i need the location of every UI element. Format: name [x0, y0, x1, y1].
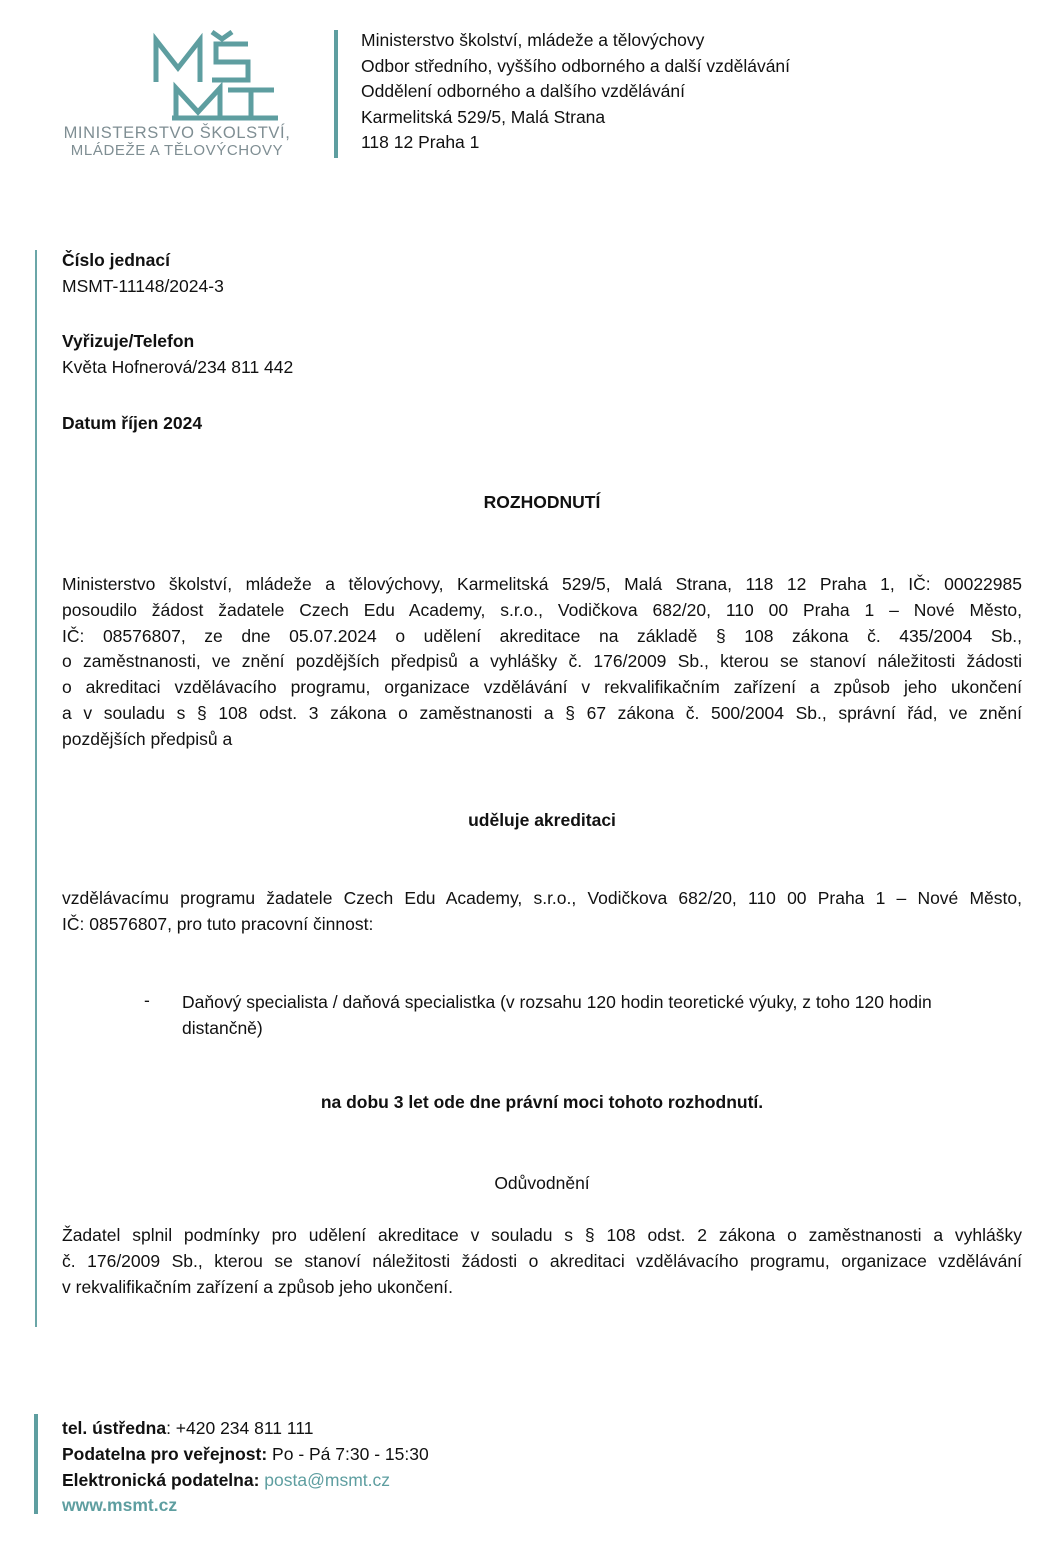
activity-line: distančně) — [182, 1017, 263, 1038]
phone-label: tel. ústředna — [62, 1418, 167, 1438]
phone-value: : +420 234 811 111 — [166, 1418, 314, 1438]
intro-line: o zaměstnanosti, ve znění pozdějších předpisů a vyhlášky č. 176/2009 Sb., kterou se stanoví náležitosti žádosti — [62, 651, 1022, 672]
justification-paragraph — [62, 1223, 1022, 1300]
header-line: Ministerstvo školství, mládeže a tělovýchovy — [361, 30, 705, 50]
msmt-logo-mark-icon — [152, 30, 280, 122]
header-line: Odbor středního, vyššího odborného a další vzdělávání — [361, 55, 791, 76]
program-line: IČ: 08576807, pro tuto pracovní činnost: — [62, 913, 374, 934]
activity-item — [182, 990, 1022, 1042]
ministry-logo — [44, 30, 312, 160]
decision-intro — [62, 572, 1022, 753]
reference-label: Číslo jednací — [62, 250, 170, 270]
justification-line: v rekvalifikačním zařízení a způsob jeho ukončení. — [62, 1276, 454, 1297]
list-bullet: - — [144, 990, 150, 1010]
contact-label: Vyřizuje/Telefon — [62, 331, 195, 351]
duration-statement: na dobu 3 let ode dne právní moci tohoto rozhodnutí. — [320, 1092, 764, 1112]
program-paragraph — [62, 886, 1022, 938]
eoffice-label: Elektronická podatelna: — [62, 1469, 260, 1490]
intro-line: IČ: 08576807, ze dne 05.07.2024 o udělení akreditace na základě § 108 zákona č. 435/2004 Sb., — [62, 625, 1022, 646]
document-left-rule — [35, 250, 37, 1327]
justification-title: Odůvodnění — [494, 1173, 590, 1193]
logo-text-line2: MLÁDEŽE A TĚLOVÝCHOVY — [70, 142, 284, 159]
office-value: Po - Pá 7:30 - 15:30 — [267, 1443, 429, 1464]
email-link[interactable]: posta@msmt.cz — [264, 1469, 391, 1490]
decision-title: ROZHODNUTÍ — [483, 492, 601, 512]
footer-phone — [62, 1416, 429, 1442]
office-label: Podatelna pro veřejnost: — [62, 1443, 268, 1464]
header-address — [361, 28, 790, 156]
logo-text-line1: MINISTERSTVO ŠKOLSTVÍ, — [63, 124, 291, 142]
intro-line: Ministerstvo školství, mládeže a tělovýchovy, Karmelitská 529/5, Malá Strana, 118 12 Praha 1, IČ: 00022985 — [62, 574, 1022, 594]
footer-eoffice — [62, 1468, 429, 1494]
header-divider — [334, 30, 338, 158]
contact-value: Květa Hofnerová/234 811 442 — [62, 357, 294, 377]
header-line: Oddělení odborného a dalšího vzdělávání — [361, 81, 685, 101]
footer-contacts — [62, 1416, 429, 1519]
intro-line: pozdějších předpisů a — [62, 728, 233, 749]
intro-line: o akreditaci vzdělávacího programu, organizace vzdělávání v rekvalifikačním zařízení a způsob jeho ukončení — [62, 677, 1022, 698]
document-date: Datum říjen 2024 — [62, 413, 203, 433]
reference-value: MSMT-11148/2024-3 — [62, 276, 224, 296]
program-line: vzdělávacímu programu žadatele Czech Edu Academy, s.r.o., Vodičkova 682/20, 110 00 Praha 1 – Nové Město, — [62, 888, 1022, 908]
grant-statement: uděluje akreditaci — [468, 810, 616, 830]
intro-line: a v souladu s § 108 odst. 3 zákona o zaměstnanosti a § 67 zákona č. 500/2004 Sb., správní řád, ve znění — [62, 702, 1022, 723]
justification-line: Žadatel splnil podmínky pro udělení akreditace v souladu s § 108 odst. 2 zákona o zaměstnanosti a vyhlášky — [62, 1225, 1022, 1245]
footer-office-hours — [62, 1442, 429, 1468]
intro-line: posoudilo žádost žadatele Czech Edu Academy, s.r.o., Vodičkova 682/20, 110 00 Praha 1 – Nové Město, — [62, 599, 1022, 620]
justification-line: č. 176/2009 Sb., kterou se stanoví náležitosti žádosti o akreditaci vzdělávacího programu, organizace vzdělávání — [62, 1250, 1022, 1271]
header-line: 118 12 Praha 1 — [361, 132, 480, 152]
header-line: Karmelitská 529/5, Malá Strana — [361, 106, 606, 127]
website-link[interactable]: www.msmt.cz — [62, 1495, 178, 1516]
footer-divider — [34, 1414, 38, 1514]
activity-line: Daňový specialista / daňová specialistka (v rozsahu 120 hodin teoretické výuky, z toho 120 hodin — [182, 992, 932, 1012]
